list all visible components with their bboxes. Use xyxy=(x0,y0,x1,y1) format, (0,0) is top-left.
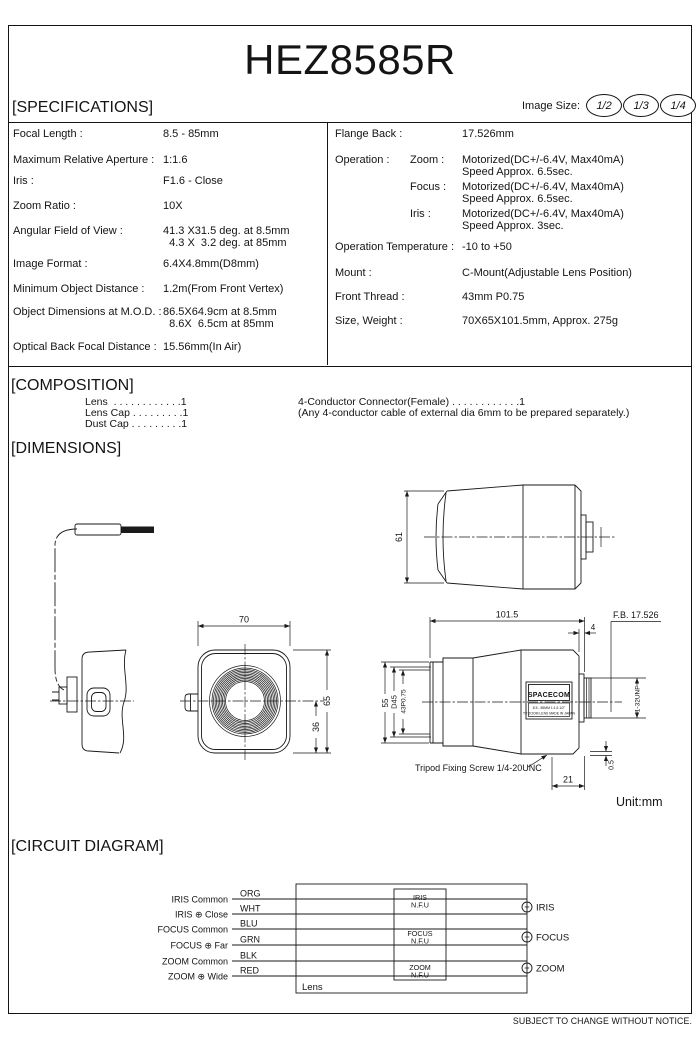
image-size-badge-1-3: 1/3 xyxy=(623,94,659,117)
cable-side-view-drawing xyxy=(50,524,154,753)
spec-table-divider xyxy=(327,122,328,365)
circuit-diagram xyxy=(0,875,700,1000)
tripod-screw-note: Tripod Fixing Screw 1/4-20UNC xyxy=(415,763,542,773)
dim-mount-thread: 1-32UNF xyxy=(634,685,642,713)
composition-heading: [COMPOSITION] xyxy=(11,377,134,394)
dim-front-diameter: 61 xyxy=(394,531,404,543)
motor-zoom-label: ZOOM xyxy=(536,963,565,975)
signal-labels xyxy=(157,895,228,982)
motor-iris-label: IRIS xyxy=(536,902,555,914)
composition-item: Lens Cap . . . . . . . . .1 xyxy=(85,407,189,419)
wire-color-labels xyxy=(240,889,261,976)
signal-zoom-wide: ZOOM ⊕ Wide xyxy=(167,971,228,982)
dim-tripod-offset: 21 xyxy=(562,774,574,785)
nfu-iris-2: N.F.U xyxy=(411,900,429,910)
dim-flange-step: 4 xyxy=(590,623,596,632)
page-title: HEZ8585R xyxy=(244,36,456,83)
composition-connector: 4-Conductor Connector(Female) . . . . . . . . . . . .1 xyxy=(298,396,526,408)
spacecom-label xyxy=(523,682,575,719)
dim-width: 70 xyxy=(238,614,250,625)
dim-height: 65 xyxy=(322,695,332,707)
composition-connector-note: (Any 4-conductor cable of external dia 6mm to be prepared separately.) xyxy=(298,407,630,419)
dim-center-to-bottom: 36 xyxy=(311,721,321,733)
brand-name: SPACECOM xyxy=(527,692,571,699)
dimension-drawings xyxy=(0,460,700,820)
wire-org: ORG xyxy=(240,888,261,899)
nfu-focus-1: FOCUS xyxy=(407,929,433,938)
dim-length: 101.5 xyxy=(495,609,519,620)
circuit-wires xyxy=(232,899,527,976)
image-size-group xyxy=(522,94,696,117)
dim-rear-diameter: 55 xyxy=(381,698,390,708)
lens-box-label: Lens xyxy=(302,982,323,993)
nfu-zoom-2: N.F.U xyxy=(411,970,429,980)
dim-hood-diameter: D45 xyxy=(389,695,399,709)
nfu-focus-2: N.F.U xyxy=(411,936,429,946)
signal-iris-common: IRIS Common xyxy=(171,894,228,905)
brand-origin-line: TV ZOOM LENS MADE IN JAPAN xyxy=(523,711,575,716)
footer-notice: SUBJECT TO CHANGE WITHOUT NOTICE. xyxy=(512,1016,692,1026)
signal-focus-far: FOCUS ⊕ Far xyxy=(170,940,228,951)
dim-flange-back: F.B. 17.526 xyxy=(613,610,659,620)
image-size-label: Image Size: xyxy=(522,99,581,112)
nfu-iris-1: IRIS xyxy=(413,893,427,902)
nfu-labels xyxy=(407,893,432,980)
dimensions-heading: [DIMENSIONS] xyxy=(11,440,122,457)
wire-grn: GRN xyxy=(240,934,260,945)
signal-zoom-common: ZOOM Common xyxy=(161,956,228,967)
composition-item: Dust Cap . . . . . . . . .1 xyxy=(85,418,188,430)
dim-base-step: 0.5 xyxy=(608,760,616,770)
cable-plug-tip xyxy=(121,527,154,534)
nfu-zoom-1: ZOOM xyxy=(409,963,431,972)
motor-labels xyxy=(536,903,569,975)
motor-focus-label: FOCUS xyxy=(536,932,570,944)
wire-wht: WHT xyxy=(240,903,261,914)
wire-blu: BLU xyxy=(240,918,258,929)
signal-focus-common: FOCUS Common xyxy=(157,924,228,935)
datasheet-page: HEZ8585R [SPECIFICATIONS] Image Size: 1/2 1/3 1/4 Focal Length : 8.5 - 85mm Maximum Relative Aperture : 1:1.6 Iris : F1.6 - Close Zoom Ratio : 10X Angular Field of View : 41.3 X31.5 deg. at 8.5mm 4.3 X 3.2 deg. at 85mm Image Format : 6.4X4.8mm(D8mm) Minimum Object Distance : 1.2m(From Front Vertex) Object Dimensions at M.O.D. : 86.5X64.9cm at 8.5mm 8.6X 6.5cm at 85mm Optical Back Focal Distance : 15.56mm(In Air) Flange Back : 17.526mm Operation : Zoom : Motorized(DC+/-6.4V, Max40mA) Speed Approx. 6.5sec. Focus : Motorized(DC+/-6.4V, Max40mA) Speed Approx. 6.5sec. Iris : Motorized(DC+/-6.4V, Max40mA) Speed Approx. 3sec. Operation Temperature : -10 to +50 Mount : C-Mount(Adjustable Lens Position) Front Thread : 43mm P0.75 Size, Weight : 70X65X101.5mm, Approx. 275g [COMPOSITION] Lens . . . . . . . . . . . .1 Lens Cap . . . . . . . . .1 Dust Cap . . . . . . . . .1 4-Conductor Connector(Female) . . . . . . . . . . . .1 (Any 4-conductor cable of external dia 6mm to be prepared separately.) [DIMENSIONS] 61 70 65 36 SPACECOM 8.5 - 85MM 1:1.6 1/2" TV ZOOM LENS MADE IN JAPAN 101.5 F.B. 17.526 4 55 D45 43P0.75 1-32UNF Tripod Fixing Screw 1/4-20UNC 21 0.5 Unit:mm [CIRCUIT DIAGRAM] IRIS Common IRIS ⊕ Close FOCUS Common FOCUS ⊕ Far ZOOM Common ZOOM ⊕ Wide ORG WHT BLU GRN BLK RED IRIS N.F.U FOCUS N.F.U ZOOM N.F.U IRIS FOCUS ZOOM Lens SUBJECT TO CHANGE WITHOUT NOTICE. xyxy=(0,0,700,1040)
wire-red: RED xyxy=(240,965,260,976)
signal-iris-close: IRIS ⊕ Close xyxy=(174,909,228,920)
circuit-heading: [CIRCUIT DIAGRAM] xyxy=(11,838,164,855)
top-view-drawing xyxy=(394,485,616,589)
composition-item: Lens . . . . . . . . . . . .1 xyxy=(85,396,187,408)
front-view-drawing xyxy=(180,615,332,761)
brand-spec-line: 8.5 - 85MM 1:1.6 1/2" xyxy=(532,706,566,710)
image-size-badge-1-2: 1/2 xyxy=(586,94,622,117)
wire-blk: BLK xyxy=(240,950,258,961)
specifications-heading: [SPECIFICATIONS] xyxy=(12,99,154,116)
image-size-badge-1-4: 1/4 xyxy=(660,94,696,117)
unit-note: Unit:mm xyxy=(616,795,663,809)
side-view-drawing xyxy=(381,610,661,791)
dim-filter-thread: 43P0.75 xyxy=(400,689,408,714)
